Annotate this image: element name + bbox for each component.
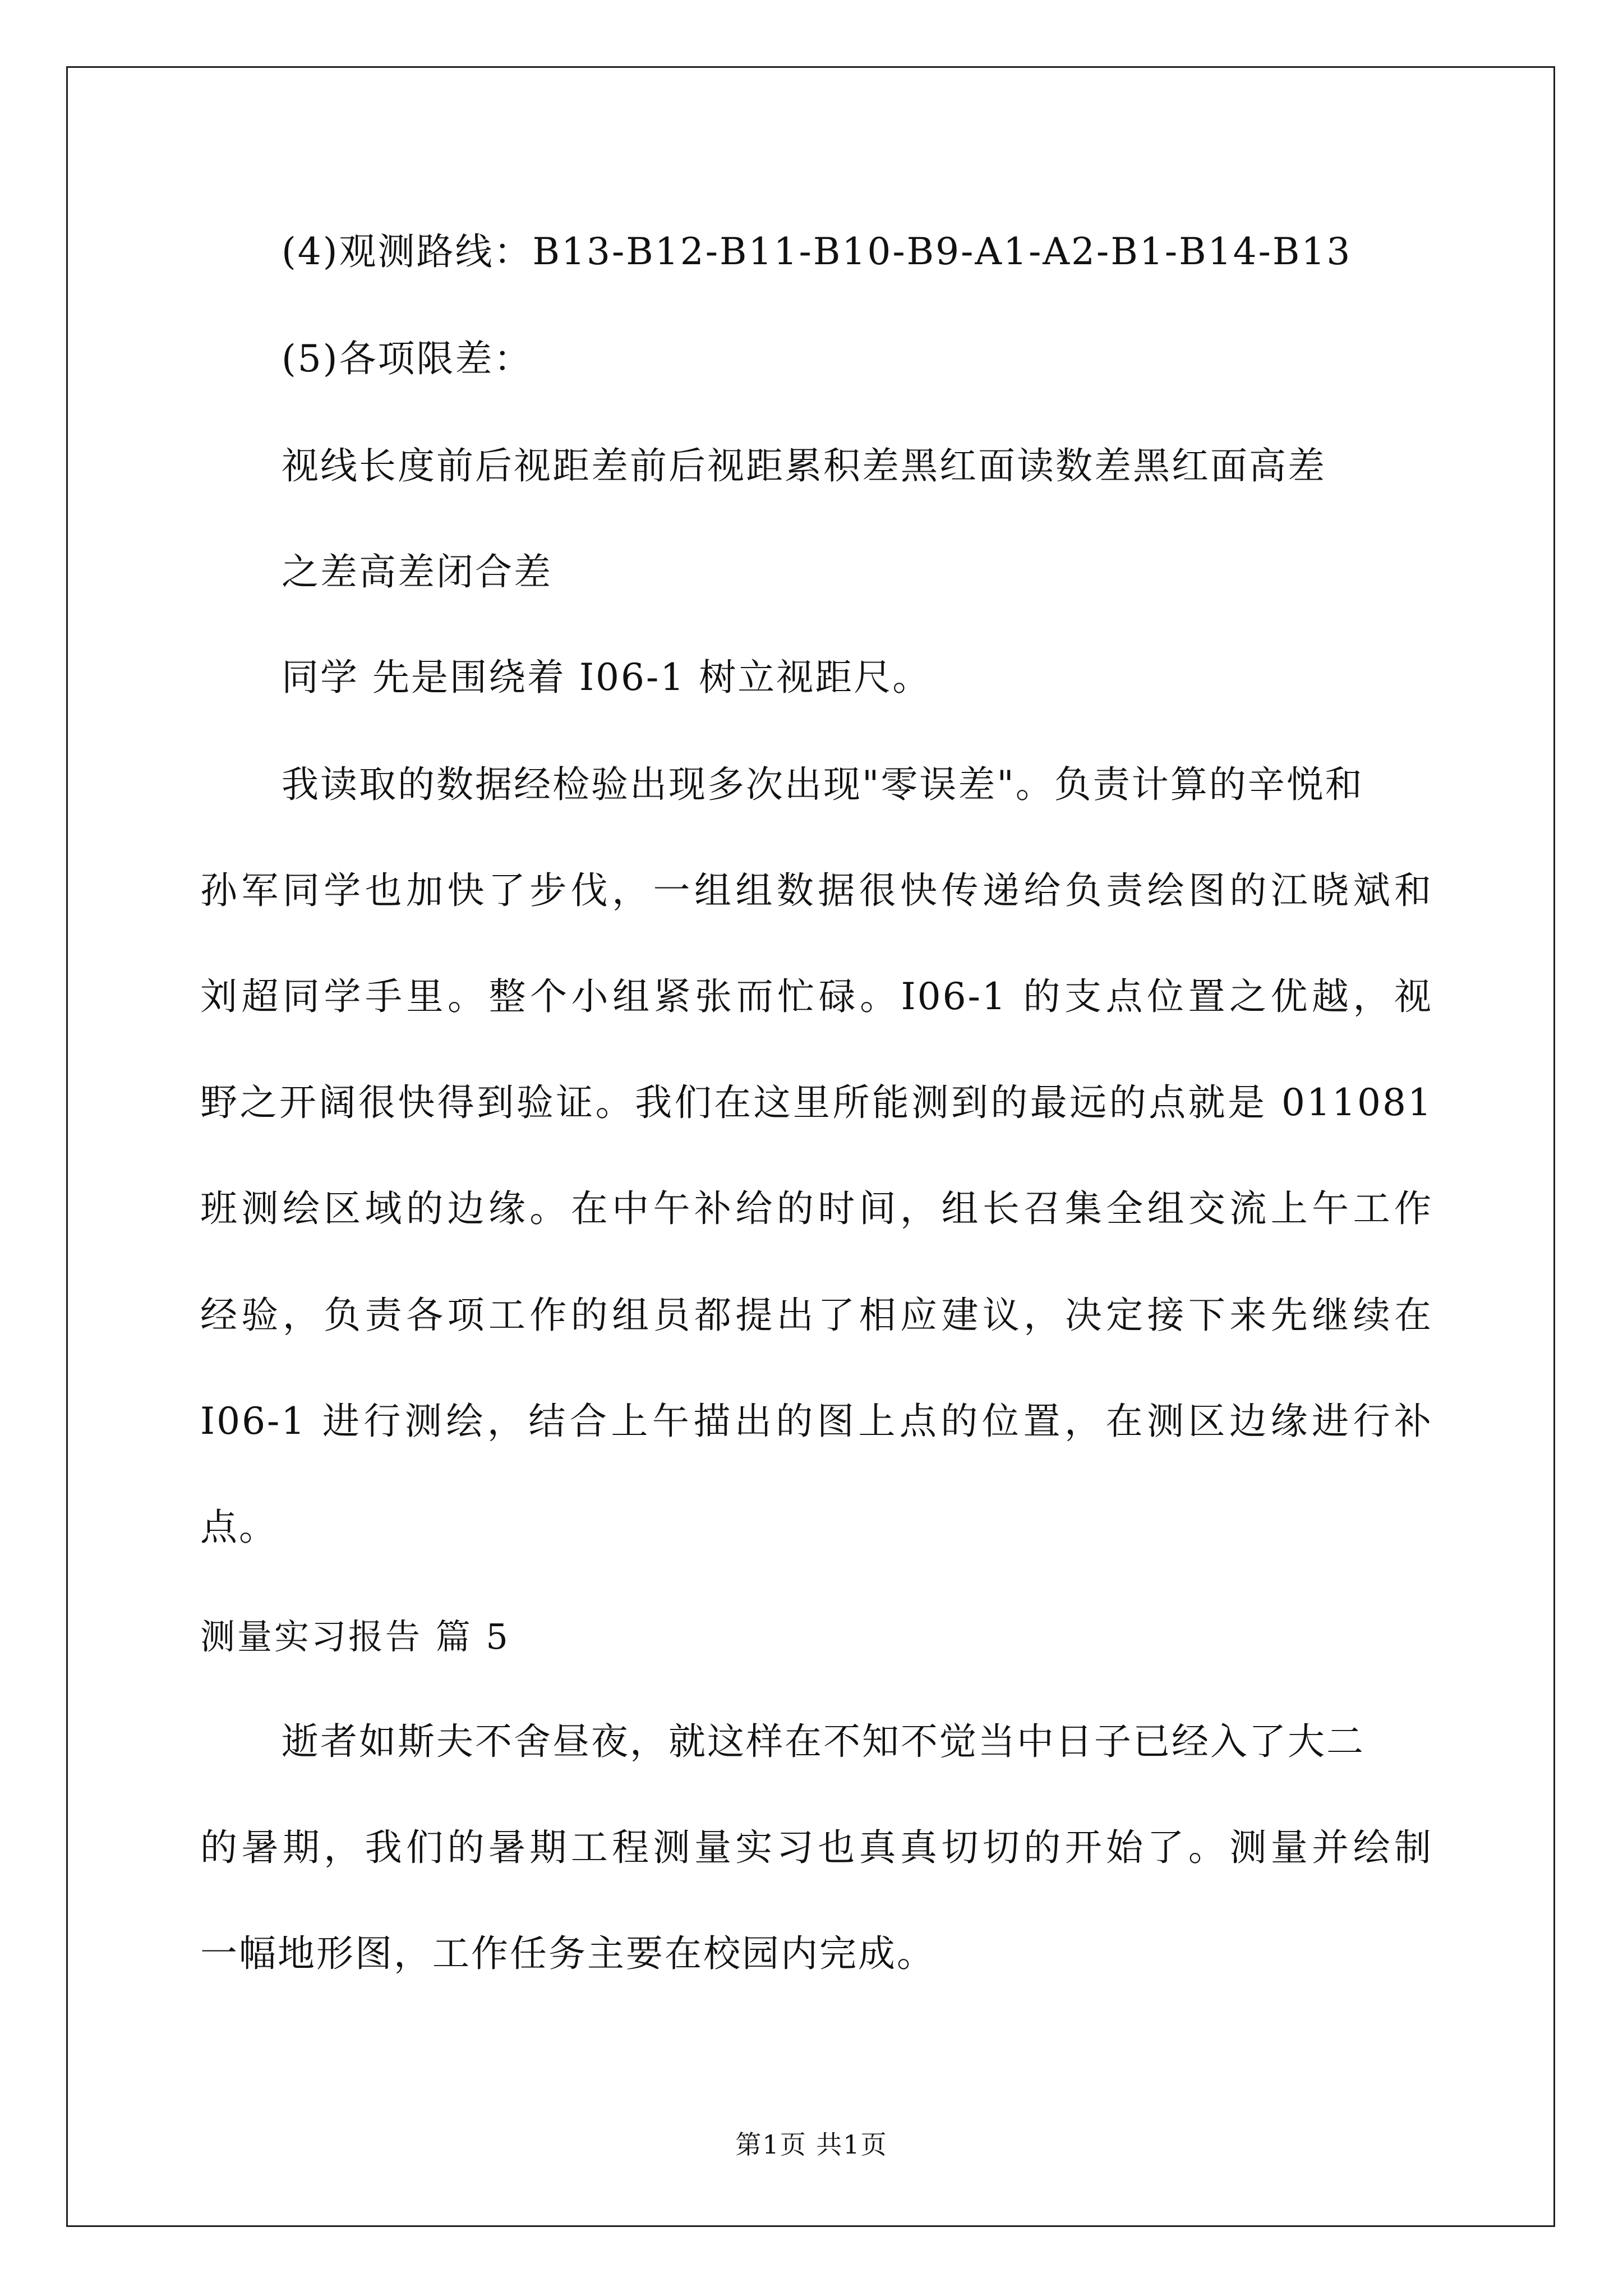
text-line-paragraph-2: 一幅地形图，工作任务主要在校园内完成。 bbox=[200, 1932, 935, 1975]
text-line-paragraph-1: 点。 bbox=[200, 1506, 278, 1549]
text-line-paragraph-1: 我读取的数据经检验出现多次出现"零误差"。负责计算的辛悦和 bbox=[282, 763, 1364, 806]
text-line-observation-route: (4)观测路线：B13-B12-B11-B10-B9-A1-A2-B1-B14-B13 bbox=[282, 230, 1352, 273]
text-line-paragraph-1: I06-1 进行测绘，结合上午描出的图上点的位置，在测区边缘进行补 bbox=[200, 1400, 1433, 1443]
text-line-station-setup: 同学 先是围绕着 I06-1 树立视距尺。 bbox=[282, 656, 932, 699]
text-line-paragraph-2: 的暑期，我们的暑期工程测量实习也真真切切的开始了。测量并绘制 bbox=[200, 1826, 1433, 1869]
text-line-paragraph-2: 逝者如斯夫不舍昼夜，就这样在不知不觉当中日子已经入了大二 bbox=[282, 1720, 1365, 1763]
text-line-paragraph-1: 刘超同学手里。整个小组紧张而忙碌。I06-1 的支点位置之优越，视 bbox=[200, 975, 1433, 1018]
page-number-footer: 第1页 共1页 bbox=[735, 2129, 888, 2160]
text-line-tolerances-heading: (5)各项限差： bbox=[282, 337, 533, 380]
section-heading: 测量实习报告 篇 5 bbox=[200, 1616, 510, 1657]
text-line-tolerances-list-cont: 之差高差闭合差 bbox=[282, 550, 552, 593]
text-line-paragraph-1: 经验，负责各项工作的组员都提出了相应建议，决定接下来先继续在 bbox=[200, 1294, 1433, 1337]
text-line-paragraph-1: 班测绘区域的边缘。在中午补给的时间，组长召集全组交流上午工作 bbox=[200, 1187, 1433, 1230]
text-line-paragraph-1: 孙军同学也加快了步伐，一组组数据很快传递给负责绘图的江晓斌和 bbox=[200, 869, 1433, 912]
text-line-paragraph-1: 野之开阔很快得到验证。我们在这里所能测到的最远的点就是 011081 bbox=[200, 1081, 1433, 1124]
text-line-tolerances-list: 视线长度前后视距差前后视距累积差黑红面读数差黑红面高差 bbox=[282, 444, 1326, 487]
page-border bbox=[66, 66, 1555, 2227]
